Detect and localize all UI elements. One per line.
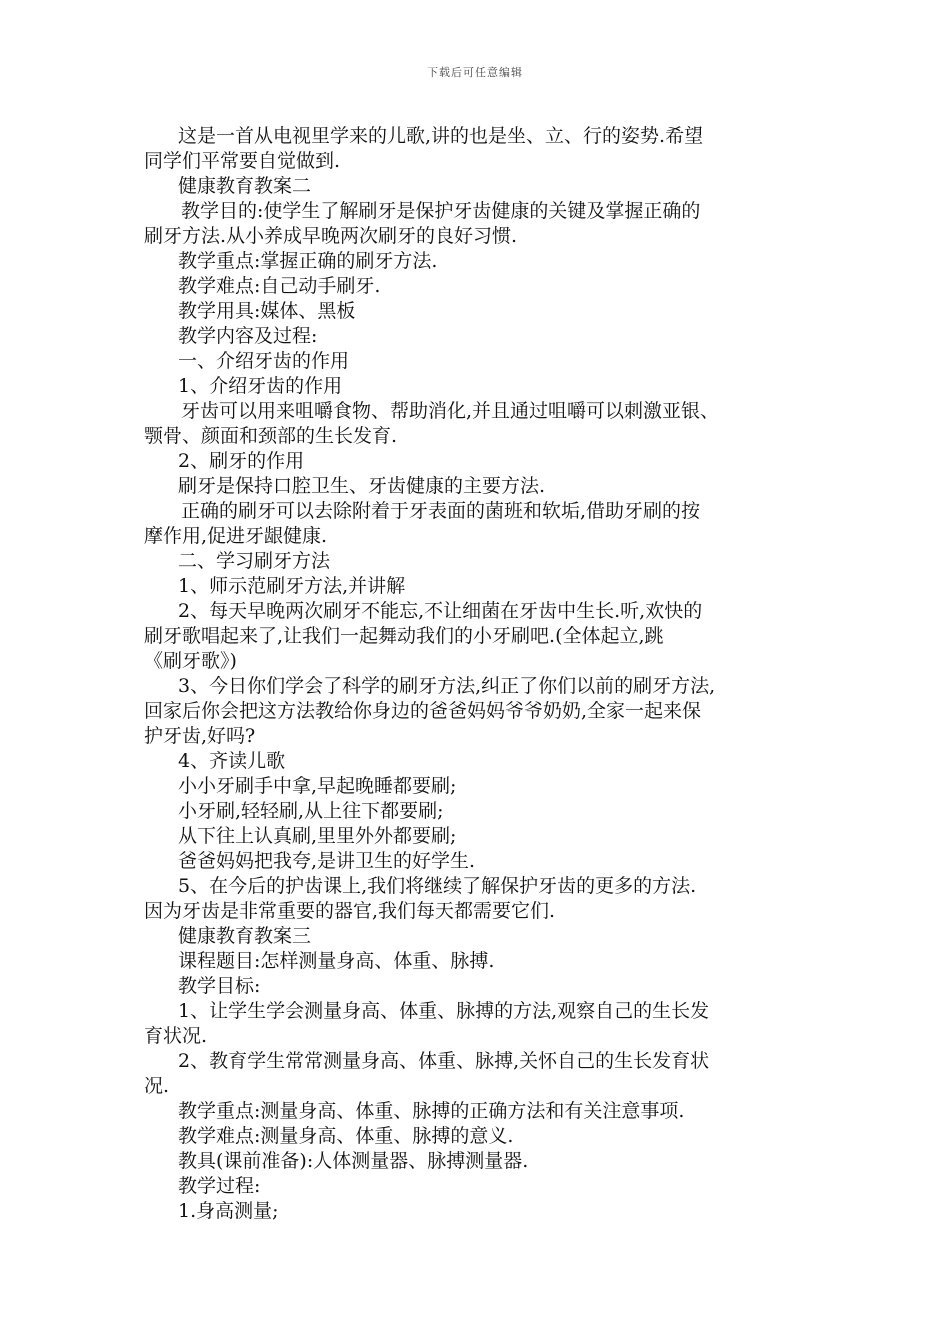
paragraph-line: 况. <box>144 1075 170 1097</box>
paragraph-line: 1.身高测量; <box>178 1200 279 1222</box>
paragraph-line: 教学用具:媒体、黑板 <box>178 300 356 322</box>
paragraph-line: 教学目标: <box>178 975 261 997</box>
paragraph-line: 这是一首从电视里学来的儿歌,讲的也是坐、立、行的姿势.希望 <box>178 125 704 147</box>
paragraph-line: 教学重点:测量身高、体重、脉搏的正确方法和有关注意事项. <box>178 1100 685 1122</box>
paragraph-line: 因为牙齿是非常重要的器官,我们每天都需要它们. <box>144 900 556 922</box>
paragraph-line: 2、每天早晚两次刷牙不能忘,不让细菌在牙齿中生长.听,欢快的 <box>178 600 703 622</box>
paragraph-line: 《刷牙歌》) <box>144 650 237 672</box>
paragraph-line: 1、让学生学会测量身高、体重、脉搏的方法,观察自己的生长发 <box>178 1000 710 1022</box>
paragraph-line: 1、介绍牙齿的作用 <box>178 375 343 397</box>
paragraph-line: 教学难点:测量身高、体重、脉搏的意义. <box>178 1125 514 1147</box>
paragraph-line: 1、师示范刷牙方法,并讲解 <box>178 575 406 597</box>
poem-line: 小小牙刷手中拿,早起晚睡都要刷; <box>178 775 457 797</box>
document-body <box>144 124 816 1224</box>
paragraph-line: 3、今日你们学会了科学的刷牙方法,纠正了你们以前的刷牙方法, <box>178 675 716 697</box>
paragraph-line: 教学难点:自己动手刷牙. <box>178 275 381 297</box>
paragraph-line: 育状况. <box>144 1025 208 1047</box>
paragraph-line: 二、学习刷牙方法 <box>178 550 331 572</box>
paragraph-line: 刷牙方法.从小养成早晚两次刷牙的良好习惯. <box>144 225 518 247</box>
section-heading: 健康教育教案三 <box>178 925 312 947</box>
paragraph-line: 一、介绍牙齿的作用 <box>178 350 350 372</box>
paragraph-line: 刷牙是保持口腔卫生、牙齿健康的主要方法. <box>178 475 546 497</box>
paragraph-line: 刷牙歌唱起来了,让我们一起舞动我们的小牙刷吧.(全体起立,跳 <box>144 625 664 647</box>
paragraph-line: 同学们平常要自觉做到. <box>144 150 341 172</box>
paragraph-line: 教学重点:掌握正确的刷牙方法. <box>178 250 438 272</box>
paragraph-line: 2、刷牙的作用 <box>178 450 305 472</box>
paragraph-line: 教学目的:使学生了解刷牙是保护牙齿健康的关键及掌握正确的 <box>181 200 701 222</box>
paragraph-line: 4、齐读儿歌 <box>178 750 286 772</box>
poem-line: 爸爸妈妈把我夸,是讲卫生的好学生. <box>178 850 476 872</box>
paragraph-line: 正确的刷牙可以去除附着于牙表面的菌班和软垢,借助牙刷的按 <box>181 500 701 522</box>
paragraph-line: 摩作用,促进牙龈健康. <box>144 525 328 547</box>
poem-line: 小牙刷,轻轻刷,从上往下都要刷; <box>178 800 444 822</box>
paragraph-line: 课程题目:怎样测量身高、体重、脉搏. <box>178 950 495 972</box>
paragraph-line: 牙齿可以用来咀嚼食物、帮助消化,并且通过咀嚼可以刺激亚银、 <box>181 400 720 422</box>
paragraph-line: 2、教育学生常常测量身高、体重、脉搏,关怀自己的生长发育状 <box>178 1050 710 1072</box>
paragraph-line: 教学过程: <box>178 1175 261 1197</box>
section-heading: 健康教育教案二 <box>178 175 312 197</box>
paragraph-line: 教学内容及过程: <box>178 325 318 347</box>
paragraph-line: 教具(课前准备):人体测量器、脉搏测量器. <box>178 1150 529 1172</box>
poem-line: 从下往上认真刷,里里外外都要刷; <box>178 825 457 847</box>
paragraph-line: 5、在今后的护齿课上,我们将继续了解保护牙齿的更多的方法. <box>178 875 697 897</box>
paragraph-line: 护牙齿,好吗? <box>144 725 256 747</box>
paragraph-line: 颚骨、颜面和颈部的生长发育. <box>144 425 398 447</box>
page-header: 下载后可任意编辑 <box>427 66 523 79</box>
paragraph-line: 回家后你会把这方法教给你身边的爸爸妈妈爷爷奶奶,全家一起来保 <box>144 700 702 722</box>
